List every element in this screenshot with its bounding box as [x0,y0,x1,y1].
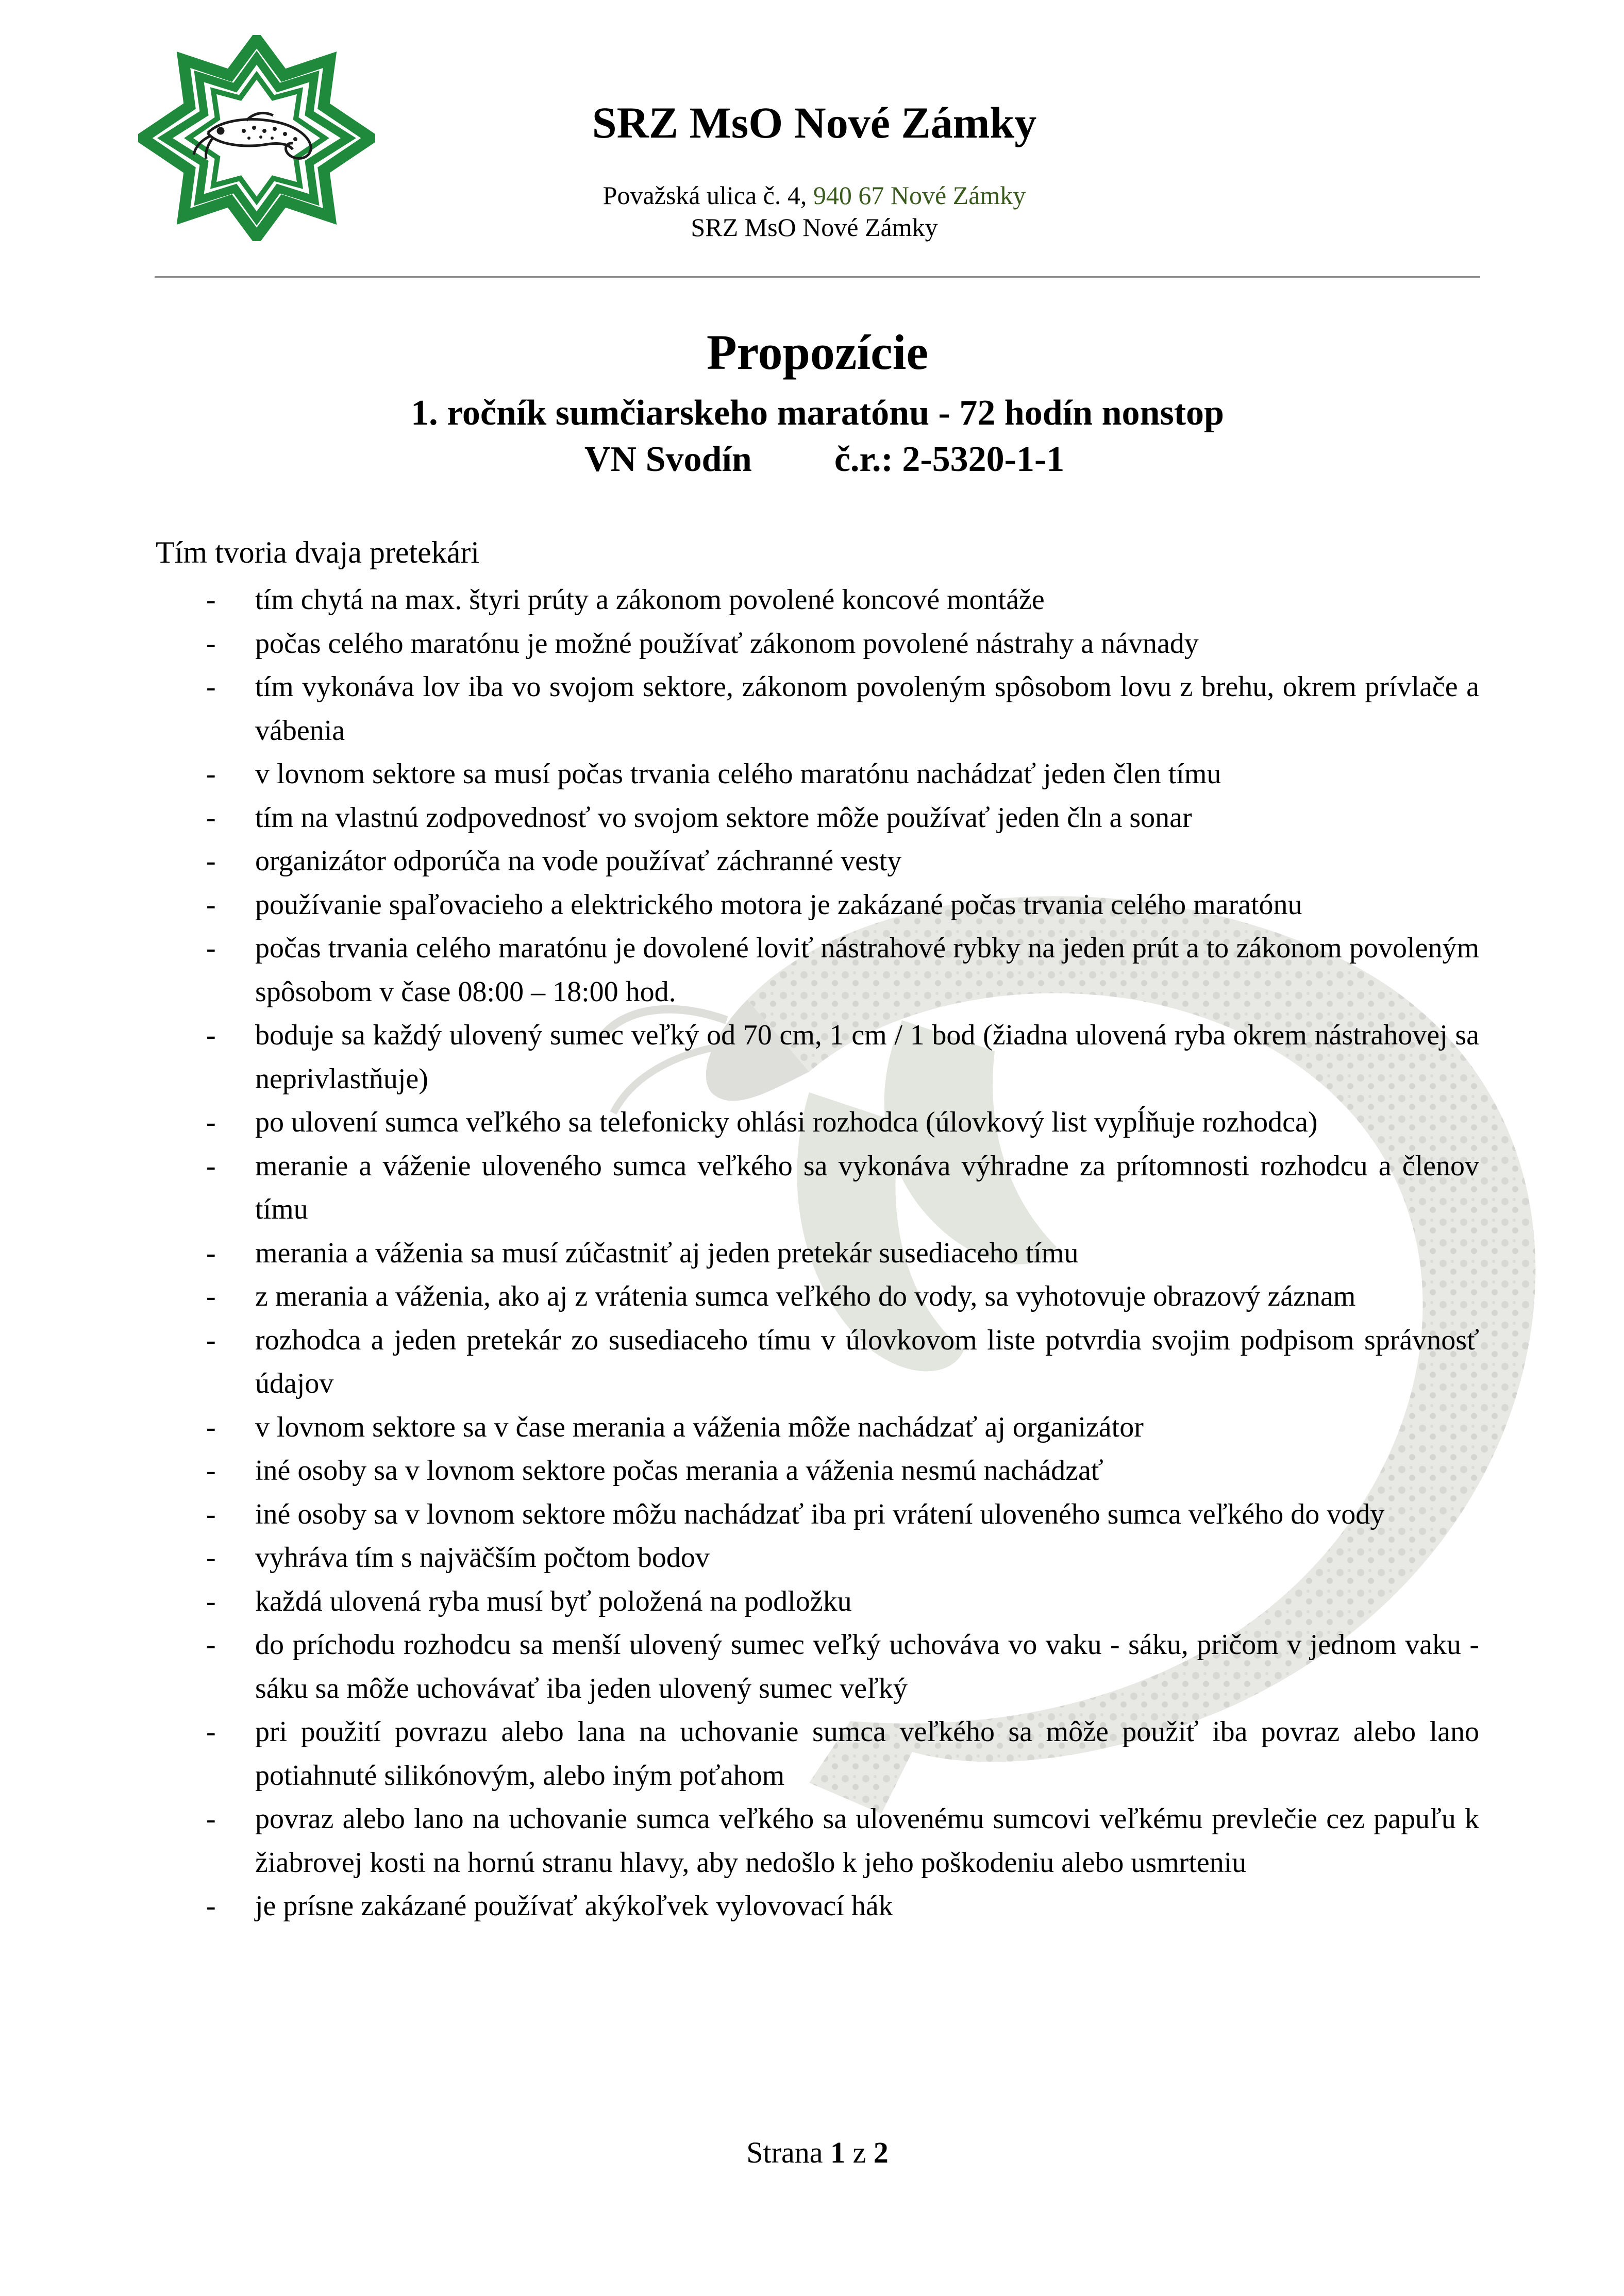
rule-item [206,883,1479,927]
rule-text: po ulovení sumca veľkého sa telefonicky ohlási rozhodca (úlovkový list vypĺňuje rozhodca) [255,1106,1318,1138]
bullet-dash: - [206,584,216,616]
bullet-dash: - [206,1324,216,1356]
rule-text: vyhráva tím s najväčším počtom bodov [255,1542,710,1574]
rule-item [206,578,1479,622]
rule-text: organizátor odporúča na vode používať záchranné vesty [255,845,902,877]
rule-item [206,1797,1479,1884]
bullet-dash: - [206,671,216,703]
rule-item [206,1319,1479,1406]
team-intro: Tím tvoria dvaja pretekári [156,535,480,569]
rule-item [206,1144,1479,1231]
bullet-dash: - [206,1585,216,1617]
current-page: 1 [830,2136,845,2169]
address-street: Považská ulica č. 4, [602,181,813,210]
rule-item [206,1275,1479,1319]
rule-item [206,1493,1479,1537]
bullet-dash: - [206,801,216,834]
rule-text: pri použití povrazu alebo lana na uchovanie sumca veľkého sa môže použiť iba povraz alebo lano potiahnuté silikónovým, alebo iným poťahom [255,1716,1479,1792]
rule-text: meranie a váženie uloveného sumca veľkého sa vykonáva výhradne za prítomnosti rozhodcu a členov tímu [255,1150,1479,1225]
rule-text: je prísne zakázané používať akýkoľvek vylovovací hák [255,1890,893,1922]
rule-text: v lovnom sektore sa musí počas trvania celého maratónu nachádzať jeden člen tímu [255,758,1221,790]
rule-item [206,1231,1479,1275]
rule-item [206,622,1479,666]
bullet-dash: - [206,758,216,790]
rule-text: iné osoby sa v lovnom sektore môžu nachádzať iba pri vrátení uloveného sumca veľkého do vody [255,1498,1385,1530]
header-divider [155,276,1480,278]
bullet-dash: - [206,1237,216,1269]
rule-item [206,1406,1479,1449]
document-subtitle: 1. ročník sumčiarskeho maratónu - 72 hodín nonstop [411,393,1224,433]
rule-text: počas trvania celého maratónu je dovolené loviť nástrahové rybky na jeden prút a to zákonom povoleným spôsobom v čase 08:00 – 18:00 hod. [255,932,1479,1008]
rule-text: iné osoby sa v lovnom sektore počas merania a váženia nesmú nachádzať [255,1455,1103,1487]
rule-text: v lovnom sektore sa v čase merania a váženia môže nachádzať aj organizátor [255,1411,1144,1443]
bullet-dash: - [206,845,216,877]
rule-item [206,1710,1479,1797]
rule-item [206,1014,1479,1101]
bullet-dash: - [206,1498,216,1530]
rule-text: z merania a váženia, ako aj z vrátenia sumca veľkého do vody, sa vyhotovuje obrazový záznam [255,1280,1356,1312]
rule-item [206,926,1479,1014]
rule-text: každá ulovená ryba musí byť položená na podložku [255,1585,852,1617]
rule-item [206,1449,1479,1493]
rule-text: merania a váženia sa musí zúčastniť aj jeden pretekár susediaceho tímu [255,1237,1079,1269]
address-city: 940 67 Nové Zámky [813,181,1026,210]
organization-address [464,180,1165,210]
rule-text: počas celého maratónu je možné používať zákonom povolené nástrahy a návnady [255,627,1199,660]
rules-list [206,578,1479,1928]
rule-item [206,1580,1479,1624]
total-pages: 2 [873,2136,889,2169]
bullet-dash: - [206,1629,216,1661]
document-title: Propozície [706,325,929,380]
registration-number: č.r.: 2-5320-1-1 [834,440,1065,479]
rule-text: povraz alebo lano na uchovanie sumca veľkého sa ulovenému sumcovi veľkému prevlečie cez papuľu k žiabrovej kosti na hornú stranu hlavy, aby nedošlo k jeho poškodeniu alebo usmrteniu [255,1803,1479,1879]
bullet-dash: - [206,1280,216,1312]
bullet-dash: - [206,932,216,964]
page-word: Strana [746,2136,823,2169]
bullet-dash: - [206,1150,216,1182]
bullet-dash: - [206,888,216,921]
rule-item [206,1536,1479,1580]
rule-item [206,752,1479,796]
page-footer [155,2135,1480,2170]
bullet-dash: - [206,1803,216,1835]
rule-text: používanie spaľovacieho a elektrického motora je zakázané počas trvania celého maratónu [255,888,1302,921]
rule-text: boduje sa každý ulovený sumec veľký od 70 cm, 1 cm / 1 bod (žiadna ulovená ryba okrem nástrahovej sa neprivlastňuje) [255,1019,1479,1095]
venue-line [584,439,1064,480]
rule-item [206,1884,1479,1928]
bullet-dash: - [206,1411,216,1443]
bullet-dash: - [206,1716,216,1748]
venue-name: VN Svodín [584,440,752,479]
rule-text: tím chytá na max. štyri prúty a zákonom povolené koncové montáže [255,584,1045,616]
rule-text: do príchodu rozhodcu sa menší ulovený sumec veľký uchováva vo vaku - sáku, pričom v jednom vaku - sáku sa môže uchovávať iba jeden ulovený sumec veľký [255,1629,1479,1704]
bullet-dash: - [206,1019,216,1051]
rule-item [206,665,1479,752]
rule-text: rozhodca a jeden pretekár zo susediaceho tímu v úlovkovom liste potvrdia svojim podpisom správnosť údajov [255,1324,1479,1399]
bullet-dash: - [206,627,216,660]
rule-item [206,1623,1479,1710]
rule-item [206,1101,1479,1144]
bullet-dash: - [206,1542,216,1574]
bullet-dash: - [206,1455,216,1487]
of-word: z [852,2136,866,2169]
bullet-dash: - [206,1890,216,1922]
organization-name: SRZ MsO Nové Zámky [592,98,1037,147]
rule-text: tím na vlastnú zodpovednosť vo svojom sektore môže používať jeden čln a sonar [255,801,1192,834]
catfish-emblem-icon [138,35,375,241]
rule-text: tím vykonáva lov iba vo svojom sektore, zákonom povoleným spôsobom lovu z brehu, okrem prívlače a vábenia [255,671,1479,747]
organization-subname: SRZ MsO Nové Zámky [691,213,938,242]
rule-item [206,796,1479,840]
bullet-dash: - [206,1106,216,1138]
rule-item [206,839,1479,883]
